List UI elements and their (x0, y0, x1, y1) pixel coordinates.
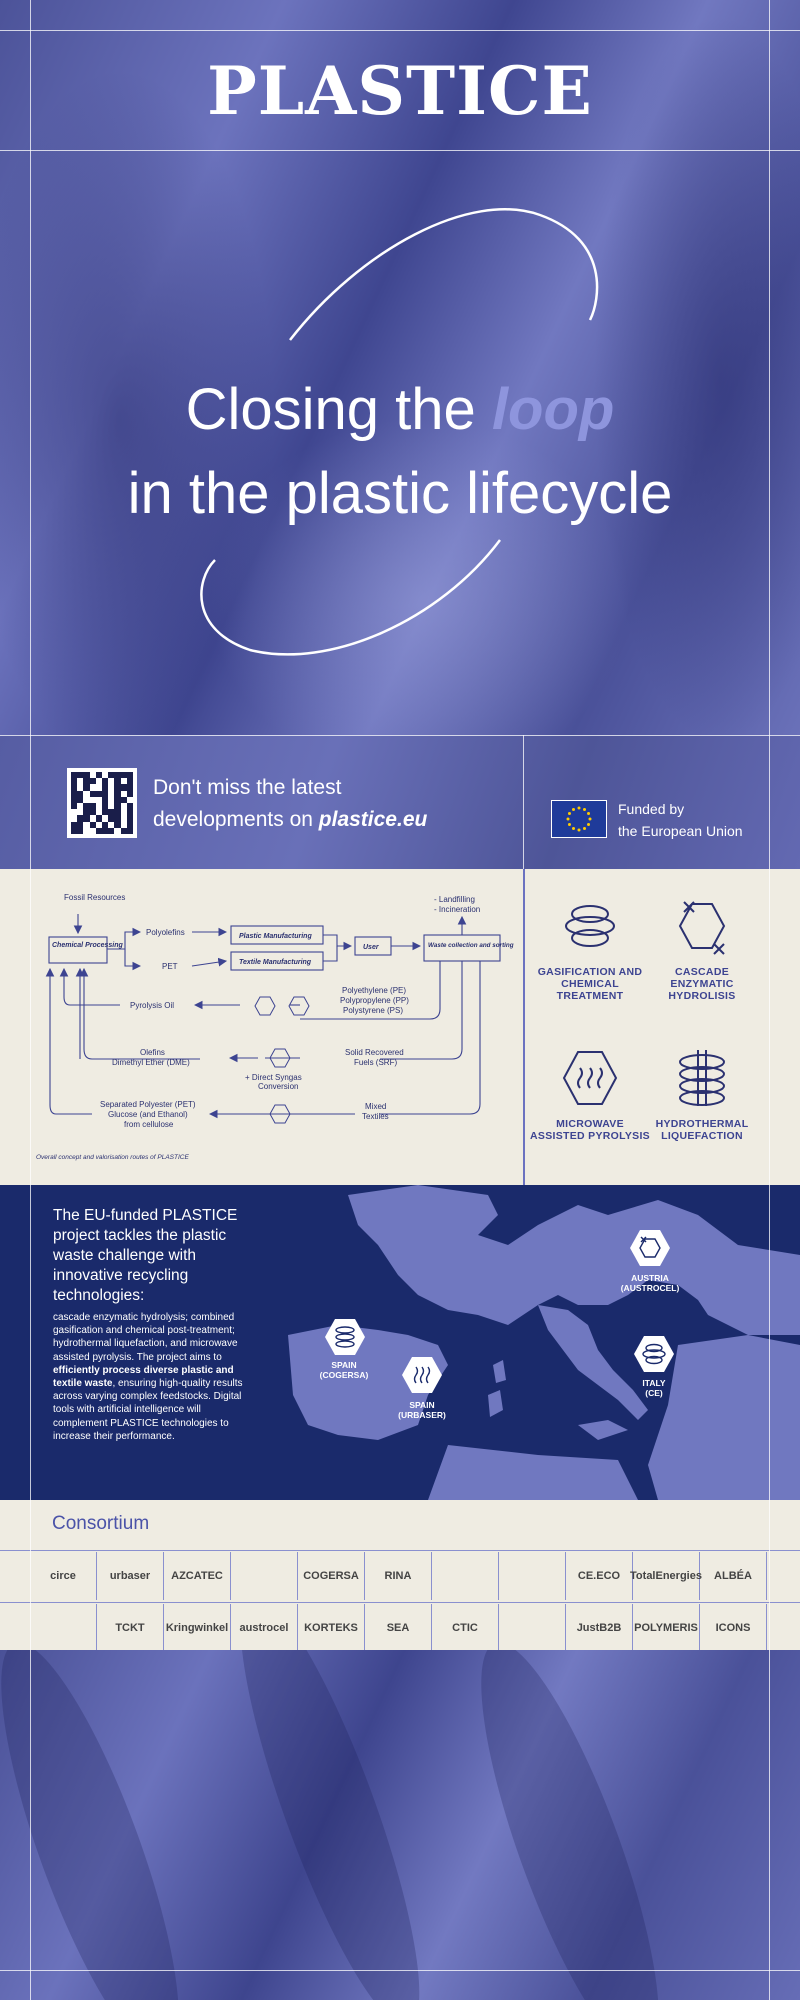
partner-logo (231, 1552, 298, 1600)
syngas-label-1: + Direct Syngas (245, 1073, 302, 1082)
eu-star (583, 808, 586, 811)
site-label-urbaser (382, 1400, 462, 1420)
site-partner: (CE) (645, 1388, 663, 1398)
partner-logo: ALBÉA (700, 1552, 767, 1600)
glucose-label-1: Glucose (and Ethanol) (108, 1110, 188, 1119)
partner-logo (432, 1552, 499, 1600)
frame-line (769, 0, 770, 2000)
eu-star (578, 807, 581, 810)
dme-label: Dimethyl Ether (DME) (112, 1058, 190, 1067)
frame-line (0, 150, 800, 151)
eu-flag-icon (551, 800, 607, 838)
hero-title-part: Closing the (185, 377, 492, 442)
tech-enzymatic (642, 898, 762, 1002)
panel-divider (523, 869, 525, 1185)
consortium-title: Consortium (52, 1513, 150, 1534)
gasification-icon (633, 1334, 675, 1374)
partner-logo (499, 1552, 566, 1600)
site-country: AUSTRIA (631, 1273, 669, 1283)
pyrolysis-oil-label: Pyrolysis Oil (130, 1001, 175, 1010)
mixed-label-1: Mixed (365, 1102, 387, 1111)
site-partner: (COGERSA) (319, 1370, 369, 1380)
eu-star (583, 827, 586, 830)
eu-star (578, 829, 581, 832)
glucose-label-2: from cellulose (124, 1120, 174, 1129)
partner-logo (499, 1604, 566, 1652)
chemical-processing-box (49, 937, 107, 963)
partner-logo: TCKT (97, 1604, 164, 1652)
plastic-mfg-label: Plastic Manufacturing (239, 933, 312, 940)
partner-logo: circe (30, 1552, 97, 1600)
hydrothermal-liquefaction-icon (670, 1048, 734, 1108)
pyrolysis-icon (255, 997, 275, 1015)
partner-logo: COGERSA (298, 1552, 365, 1600)
partner-logo: AZCATEC (164, 1552, 231, 1600)
frame-line (0, 30, 800, 31)
enzymatic-hydrolysis-icon (670, 898, 734, 956)
site-label-austrocel (610, 1273, 690, 1293)
eu-star (568, 823, 571, 826)
chemical-label: Chemical Processing (52, 942, 123, 949)
pp-label: Polypropylene (PP) (340, 996, 409, 1005)
gasification-icon (558, 898, 622, 956)
liquefaction-icon (289, 997, 309, 1015)
srf-label-1: Solid Recovered (345, 1048, 404, 1057)
user-label: User (363, 944, 379, 951)
site-marker-austrocel[interactable] (629, 1228, 671, 1272)
partner-logo: JustB2B (566, 1604, 633, 1652)
intro-body-part: cascade enzymatic hydrolysis; combined gasification and chemical post-treatment; hydrothermal liquefaction, and microwave assisted pyrolysis. The project aims to (53, 1312, 238, 1363)
plastice-logo: PLASTICE (207, 52, 593, 130)
site-marker-urbaser[interactable] (401, 1355, 443, 1399)
hero-title (0, 368, 800, 536)
hero-banner (0, 0, 800, 735)
site-marker-cogersa[interactable] (324, 1317, 366, 1361)
intro-title: The EU-funded PLASTICE project tackles the plastic waste challenge with innovative recycling technologies: (53, 1207, 238, 1304)
site-marker-ce[interactable] (633, 1334, 675, 1378)
site-country: ITALY (642, 1378, 666, 1388)
frame-line (30, 0, 31, 2000)
partner-logo: urbaser (97, 1552, 164, 1600)
intro-body-bold: efficiently process diverse plastic and textile waste (53, 1364, 234, 1390)
eu-star (587, 823, 590, 826)
site-label-ce (614, 1378, 694, 1398)
promo-text (153, 772, 427, 836)
tech-hydrothermal (642, 1048, 762, 1142)
partner-logo: austrocel (231, 1604, 298, 1652)
textile-mfg-label: Textile Manufacturing (239, 959, 312, 966)
microwave-pyrolysis-icon (401, 1355, 443, 1395)
eu-star (568, 812, 571, 815)
eu-star (587, 812, 590, 815)
intro-body-part: , ensuring high-quality results across varying complex feedstocks. Digital tools with artificial intelligence will complement PLASTICE technologies to increase their performance. (53, 1378, 243, 1442)
partner-logo: CTIC (432, 1604, 499, 1652)
logo-row-divider (0, 1602, 800, 1603)
hero-title-emphasis: loop (491, 377, 615, 442)
footer-texture (0, 1650, 800, 2000)
pet-label: PET (162, 962, 178, 971)
eu-star (572, 827, 575, 830)
logo-row-divider (0, 1550, 800, 1551)
site-country: SPAIN (331, 1360, 357, 1370)
process-diagram (0, 869, 523, 1185)
tech-label: MICROWAVE ASSISTED PYROLYSIS (530, 1118, 650, 1142)
fossil-label: Fossil Resources (64, 893, 126, 902)
site-partner: (AUSTROCEL) (620, 1283, 680, 1293)
qr-code-icon[interactable] (67, 768, 137, 838)
intro-body (53, 1311, 253, 1443)
ps-label: Polystyrene (PS) (343, 1006, 404, 1015)
tech-label: CASCADE ENZYMATIC HYDROLISIS (668, 966, 736, 1002)
diagram-caption: Overall concept and valorisation routes of PLASTICE (36, 1154, 189, 1161)
partner-logo: ICONS (700, 1604, 767, 1652)
landfilling-label: - Landfilling (434, 895, 475, 904)
pe-label: Polyethylene (PE) (342, 986, 407, 995)
waste-label: Waste collection and sorting (428, 942, 514, 949)
tech-gasification (530, 898, 650, 1002)
funding-line1: Funded by (618, 801, 685, 817)
funding-text (618, 798, 743, 842)
tech-label: HYDROTHERMAL LIQUEFACTION (655, 1118, 749, 1142)
site-partner: (URBASER) (398, 1410, 446, 1420)
promo-line2: developments on (153, 808, 319, 831)
frame-line (0, 735, 800, 736)
polyolefins-label: Polyolefins (146, 928, 185, 937)
srf-label-2: Fuels (SRF) (354, 1058, 398, 1067)
frame-line (523, 735, 524, 869)
footer-banner (0, 1650, 800, 2000)
partner-logo: POLYMERIS (633, 1604, 700, 1652)
eu-star (589, 818, 592, 821)
partner-logo (30, 1604, 97, 1652)
partner-logo: SEA (365, 1604, 432, 1652)
hydrothermal-liquefaction-icon (324, 1317, 366, 1357)
eu-star (572, 808, 575, 811)
partner-logo: TotalEnergies (633, 1552, 700, 1600)
partner-logo: CE.ECO (566, 1552, 633, 1600)
hero-title-line2: in the plastic lifecycle (127, 461, 673, 526)
website-link[interactable]: plastice.eu (318, 808, 428, 831)
mixed-label-2: Textiles (362, 1112, 389, 1121)
sep-pet-label: Separated Polyester (PET) (100, 1100, 196, 1109)
syngas-label-2: Conversion (258, 1082, 299, 1091)
promo-line1: Don't miss the latest (153, 776, 342, 799)
partner-logo: Kringwinkel (164, 1604, 231, 1652)
incineration-label: - Incineration (434, 905, 481, 914)
partner-logo: KORTEKS (298, 1604, 365, 1652)
site-label-cogersa (304, 1360, 384, 1380)
microwave-pyrolysis-icon (558, 1048, 622, 1108)
olefins-label: Olefins (140, 1048, 165, 1057)
tech-label: GASIFICATION AND CHEMICAL TREATMENT (537, 966, 643, 1002)
eu-star (567, 818, 570, 821)
funding-line2: the European Union (618, 823, 743, 839)
enzymatic-hydrolysis-icon (629, 1228, 671, 1268)
site-country: SPAIN (409, 1400, 435, 1410)
partner-logo: RINA (365, 1552, 432, 1600)
frame-line (0, 1970, 800, 1971)
tech-microwave (530, 1048, 650, 1142)
